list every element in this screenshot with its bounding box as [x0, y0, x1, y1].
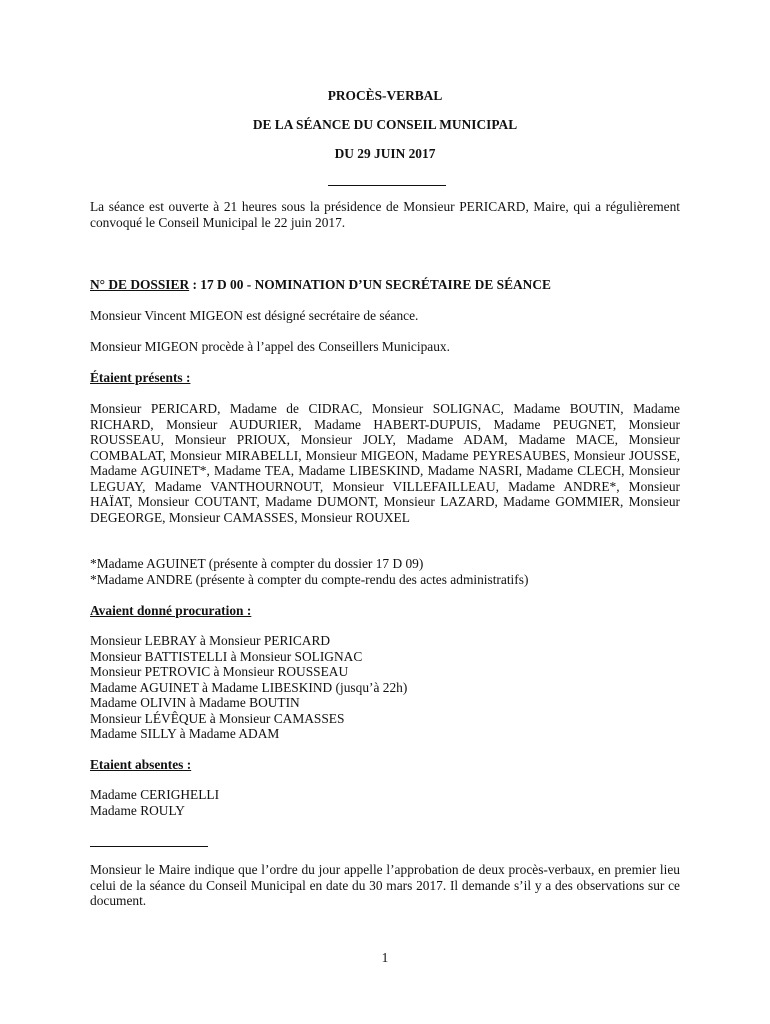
intro-paragraph: La séance est ouverte à 21 heures sous la présidence de Monsieur PERICARD, Maire, qui a régulièrement convoqué le Conseil Municipal le 22 juin 2017. [90, 199, 680, 230]
roll-call-paragraph: Monsieur MIGEON procède à l’appel des Conseillers Municipaux. [90, 339, 450, 354]
list-item: Monsieur LÉVÊQUE à Monsieur CAMASSES [90, 710, 345, 726]
list-item: Monsieur BATTISTELLI à Monsieur SOLIGNAC [90, 648, 363, 664]
list-item: Madame SILLY à Madame ADAM [90, 726, 280, 741]
list-item: Madame CERIGHELLI [90, 787, 220, 802]
present-list: Monsieur PERICARD, Madame de CIDRAC, Monsieur SOLIGNAC, Madame BOUTIN, Madame RICHARD, Monsieur AUDURIER, Madame HABERT-DUPUIS, Madame PEUGNET, Monsieur ROUSSEAU, Monsieur PRIOUX, Monsieur JOLY, Madame ADAM, Madame MACE, Monsieur COMBALAT, Monsieur MIRABELLI, Monsieur MIGEON, Madame PEYRESAUBES, Monsieur JOUSSE, Madame AGUINET*, Madame TEA, Madame LIBESKIND, Madame NASRI, Madame CLECH, Monsieur LEGUAY, Madame VANTHOURNOUT, Monsieur VILLEFAILLEAU, Madame ANDRE*, Monsieur HAÏAT, Monsieur COUTANT, Madame DUMONT, Monsieur LAZARD, Madame GOMMIER, Monsieur DEGEORGE, Monsieur CAMASSES, Monsieur ROUXEL [90, 401, 680, 525]
dossier-title: : 17 D 00 - NOMINATION D’UN SECRÉTAIRE DE SÉANCE [189, 277, 551, 292]
document-date: DU 29 JUIN 2017 [334, 146, 436, 161]
present-note-1: *Madame AGUINET (présente à compter du dossier 17 D 09) [90, 556, 424, 571]
dossier-heading [90, 277, 680, 293]
page-number: 1 [381, 950, 389, 965]
list-item: Madame ROULY [90, 802, 185, 818]
document-title: PROCÈS-VERBAL [327, 88, 443, 103]
proxies-list [90, 633, 680, 742]
title-divider [328, 185, 446, 186]
present-note-2: *Madame ANDRE (présente à compter du compte-rendu des actes administratifs) [90, 572, 529, 587]
document-page [90, 0, 680, 1024]
closing-paragraph: Monsieur le Maire indique que l’ordre du jour appelle l’approbation de deux procès-verbaux, en premier lieu celui de la séance du Conseil Municipal en date du 30 mars 2017. Il demande s’il y a des observations sur ce document. [90, 862, 680, 908]
section-divider [90, 846, 208, 847]
list-item: Madame OLIVIN à Madame BOUTIN [90, 695, 300, 710]
proxies-heading: Avaient donné procuration : [90, 603, 252, 618]
list-item: Madame AGUINET à Madame LIBESKIND (jusqu’à 22h) [90, 679, 408, 695]
present-heading: Étaient présents : [90, 370, 191, 385]
dossier-label: N° DE DOSSIER [90, 277, 190, 292]
document-subtitle: DE LA SÉANCE DU CONSEIL MUNICIPAL [252, 117, 518, 132]
list-item: Monsieur LEBRAY à Monsieur PERICARD [90, 633, 331, 648]
absent-list [90, 787, 680, 818]
absent-heading: Etaient absentes : [90, 757, 192, 772]
list-item: Monsieur PETROVIC à Monsieur ROUSSEAU [90, 664, 349, 679]
secretary-paragraph: Monsieur Vincent MIGEON est désigné secrétaire de séance. [90, 308, 419, 323]
